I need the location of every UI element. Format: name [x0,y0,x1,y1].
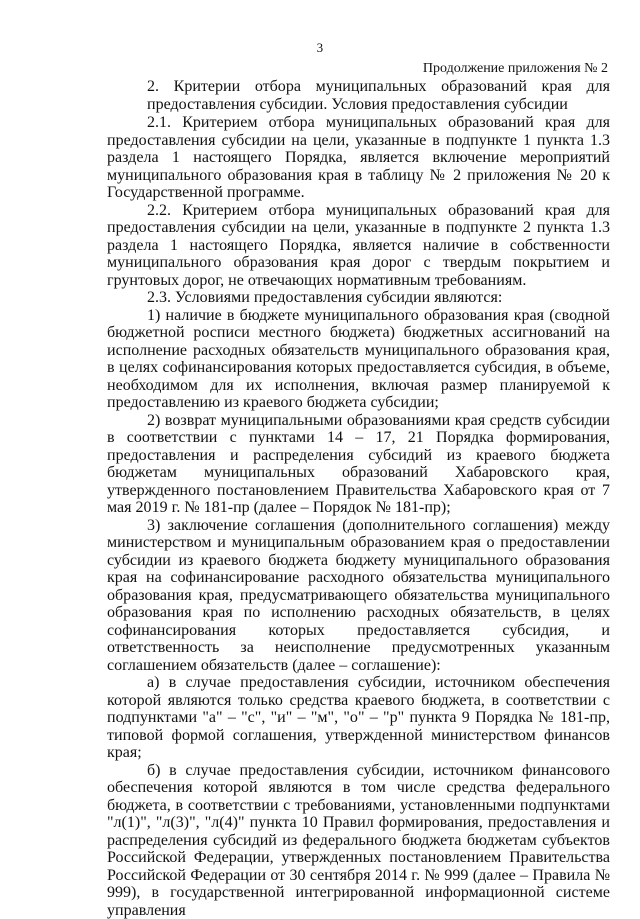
paragraph-condition-3b: б) в случае предоставления субсидии, источником финансового обеспечения которой являются в том числе средства федерального бюджета, в соответствии с требованиями, установленными подпунктами "л(1)", "л(3)", "л(4)" пункта 10 Правил формирования, предоставления и распределения субсидий из федерального бюджета бюджетам субъектов Российской Федерации, утвержденных постановлением Правительства Российской Федерации от 30 сентября 2014 г. № 999 (далее – Правила № 999), в государственной интегрированной информационной системе управления [107,762,610,919]
page-number: 3 [0,40,640,56]
appendix-continuation-note: Продолжение приложения № 2 [423,61,608,77]
paragraph-2-3: 2.3. Условиями предоставления субсидии являются: [107,289,610,307]
paragraph-condition-1: 1) наличие в бюджете муниципального образования края (сводной бюджетной росписи местного бюджета) бюджетных ассигнований на исполнение расходных обязательств муниципального образования края, в целях софинансирования которых предоставляется субсидия, в объеме, необходимом для их исполнения, включая размер планируемой к предоставлению из краевого бюджета субсидии; [107,307,610,412]
document-body [107,78,610,919]
paragraph-condition-3a: а) в случае предоставления субсидии, источником обеспечения которой являются только средства краевого бюджета, в соответствии с подпунктами "а" – "с", "и" – "м", "о" – "р" пункта 9 Порядка № 181-пр, типовой формой соглашения, утвержденной министерством финансов края; [107,674,610,762]
paragraph-condition-3: 3) заключение соглашения (дополнительного соглашения) между министерством и муниципальным образованием края о предоставлении субсидии из краевого бюджета бюджету муниципального образования края на софинансирование расходного обязательства муниципального образования края, предусматривающего обязательства муниципального образования края по исполнению расходных обязательств, в целях софинансирования которых предоставляется субсидия, и ответственность за неисполнение предусмотренных указанным соглашением обязательств (далее – соглашение): [107,517,610,675]
paragraph-condition-2: 2) возврат муниципальными образованиями края средств субсидии в соответствии с пунктами 14 – 17, 21 Порядка формирования, предоставления и распределения субсидий из краевого бюджета бюджетам муниципальных образований Хабаровского края, утвержденного постановлением Правительства Хабаровского края от 7 мая 2019 г. № 181-пр (далее – Порядок № 181-пр); [107,412,610,517]
paragraph-2-1: 2.1. Критерием отбора муниципальных образований края для предоставления субсидии на цели, указанные в подпункте 1 пункта 1.3 раздела 1 настоящего Порядка, является включение мероприятий муниципального образования края в таблицу № 2 приложения № 20 к Государственной программе. [107,114,610,202]
section-title: 2. Критерии отбора муниципальных образований края для предоставления субсидии. Условия предоставления субсидии [107,78,610,113]
paragraph-2-2: 2.2. Критерием отбора муниципальных образований края для предоставления субсидии на цели, указанные в подпункте 2 пункта 1.3 раздела 1 настоящего Порядка, является наличие в собственности муниципального образования края дорог с твердым покрытием и грунтовых дорог, не отвечающих нормативным требованиям. [107,202,610,290]
